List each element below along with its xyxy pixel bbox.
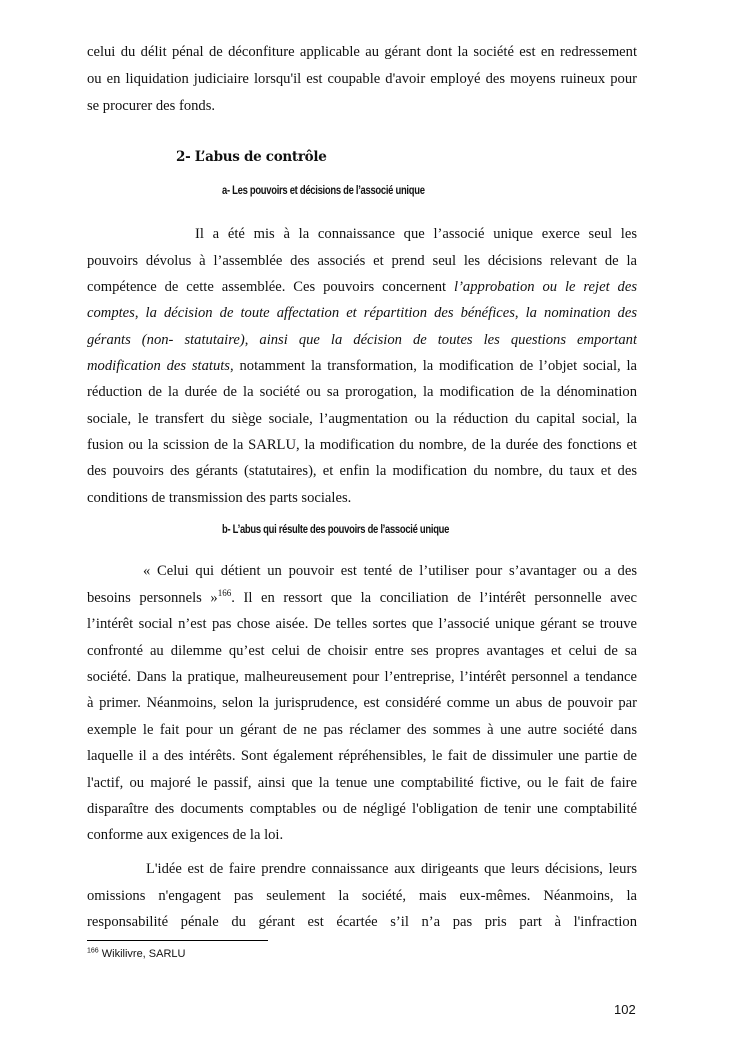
text-line: omissions n'engagent pas seulement la société, mais eux-mêmes. Néanmoins, la [87,888,637,904]
text-line: celui du délit pénal de déconfiture applicable au gérant dont la société est en redressement [87,44,637,60]
text-line: « Celui qui détient un pouvoir est tenté de l’utiliser pour s’avantager ou a des [143,563,637,579]
text-line: ou en liquidation judiciaire lorsqu'il est coupable d'avoir employé des moyens ruineux pour [87,71,637,87]
text-line: société. Dans la pratique, malheureusement pour l’entreprise, l’intérêt personnel a tendance [87,669,637,685]
text-line: exemple le fait pour un gérant de ne pas réclamer des sommes à une autre société dans [87,722,637,738]
footnote-number: 166 [87,947,99,955]
text-line: pouvoirs dévolus à l’assemblée des associés et prend seul les décisions relevant de la [87,253,637,269]
text: compétence de cette assemblée. Ces pouvoirs concernent [87,279,455,295]
text: , [514,305,526,321]
italic-text: modification des statuts [87,358,230,374]
text-line [87,353,637,379]
text-line: à primer. Néanmoins, selon la jurisprudence, est considéré comme un abus de pouvoir par [87,695,637,711]
text-line: laquelle il a des intérêts. Sont également répréhensibles, le fait de dissimuler une partie de [87,748,637,764]
footnote-text: Wikilivre, SARLU [98,948,186,960]
text-line: Il a été mis à la connaissance que l’associé unique exerce seul les [195,226,637,242]
text: . Il en ressort que la conciliation de l’intérêt personnelle avec [231,590,637,606]
text-line [87,274,637,300]
italic-text: comptes [87,305,135,321]
text-line: responsabilité pénale du gérant est écartée s’il n’a pas pris part à l'infraction [87,914,637,930]
text-line: conforme aux exigences de la loi. [87,827,284,843]
text-line: sociale, le transfert du siège sociale, l’augmentation ou la réduction du capital social, la [87,411,637,427]
text-line [87,300,637,326]
italic-text: la décision de toute affectation et répartition des bénéfices [145,305,515,321]
subsection-heading: a- Les pouvoirs et décisions de l’associé unique [222,185,425,197]
footnote [87,948,185,960]
page-number: 102 [614,1002,636,1017]
text-line: conditions de transmission des parts sociales. [87,490,352,506]
italic-text: ainsi que la décision de toutes les questions emportant [259,332,637,348]
italic-text: gérants (non- statutaire) [87,332,245,348]
footnote-separator [87,940,268,941]
text-line: confronté au dilemme qu’est celui de choisir entre ses propres avantages et celui de sa [87,643,637,659]
italic-text: la nomination des [525,305,637,321]
text-line [87,327,637,353]
text: , [244,332,260,348]
text-line: disparaître des documents comptables ou de négligé l'obligation de tenir une comptabilité [87,801,637,817]
section-heading: 2- L’abus de contrôle [176,149,327,165]
text: , [134,305,146,321]
text-line [87,585,637,611]
subsection-heading: b- L’abus qui résulte des pouvoirs de l’associé unique [222,524,450,536]
text-line: des pouvoirs des gérants (statutaires), et enfin la modification du nombre, du taux et des [87,463,637,479]
text-line: fusion ou la scission de la SARLU, la modification du nombre, de la durée des fonctions et [87,437,637,453]
text-line: réduction de la durée de la société ou sa prorogation, la modification de la dénomination [87,384,637,400]
footnote-ref[interactable]: 166 [217,588,232,599]
text-line: L'idée est de faire prendre connaissance aux dirigeants que leurs décisions, leurs [146,861,637,877]
text: besoins personnels » [87,590,218,606]
text: , notamment la transformation, la modification de l’objet social, la [230,358,637,374]
italic-text: l’approbation ou le rejet des [454,279,637,295]
text-line: se procurer des fonds. [87,98,216,114]
text-line: l’intérêt social n’est pas chose aisée. De telles sortes que l’associé unique gérant se trouve [87,616,637,632]
text-line: l'actif, ou majoré le passif, ainsi que la tenue une comptabilité fictive, ou le fait de faire [87,775,637,791]
